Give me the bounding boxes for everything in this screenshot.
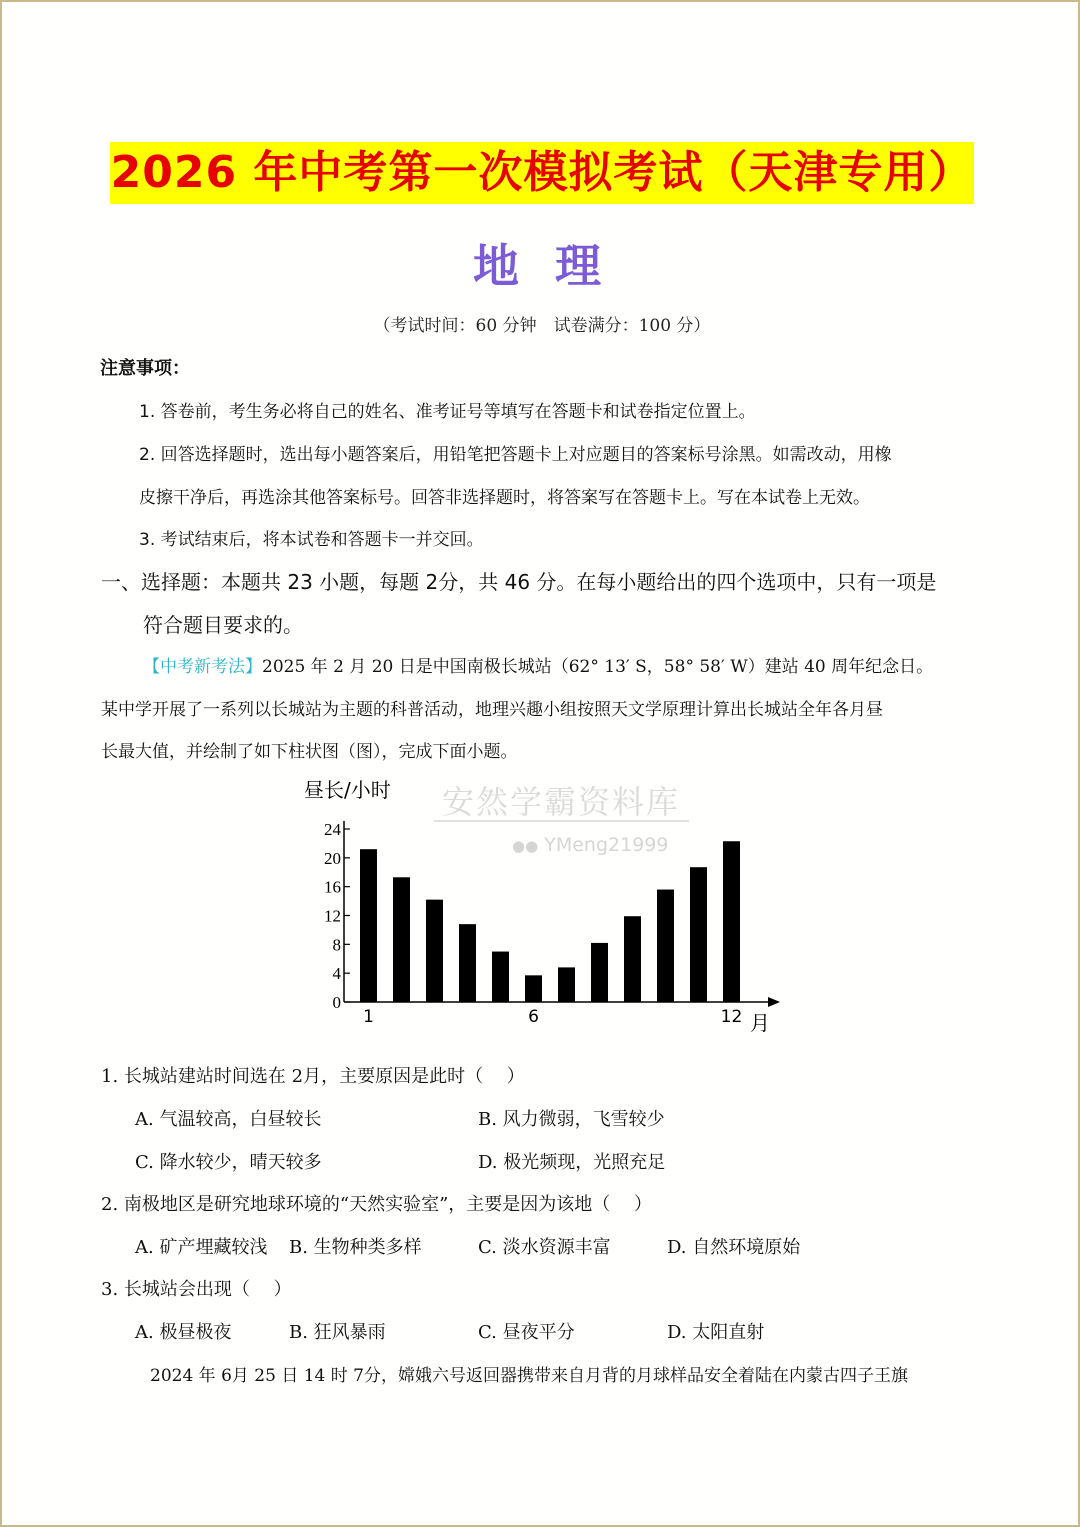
bar-month-10 (657, 890, 674, 1002)
question-3-stem: 3. 长城站会出现（ ） (101, 1279, 292, 1300)
notice-item-2: 2. 回答选择题时，选出每小题答案后，用铅笔把答题卡上对应题目的答案标号涂黑。如需改动，用橡 (139, 445, 892, 465)
bar-month-7 (558, 967, 575, 1002)
x-axis-label: 月 (750, 1011, 770, 1035)
bar-month-2 (393, 877, 410, 1002)
y-tick-label: 0 (332, 993, 341, 1012)
new-method-tag: 【中考新考法】 (143, 657, 262, 677)
bar-month-4 (459, 924, 476, 1002)
q3-option-c: C. 昼夜平分 (478, 1322, 575, 1343)
bar-month-9 (624, 916, 641, 1002)
q1-option-a: A. 气温较高，白昼较长 (135, 1109, 322, 1130)
notice-item-3: 3. 考试结束后，将本试卷和答题卡一并交回。 (139, 530, 484, 550)
x-axis-arrow (768, 997, 780, 1007)
y-tick-label: 16 (324, 877, 341, 897)
wechat-icon: ●● (512, 837, 539, 855)
passage-text-1: 2025 年 2 月 20 日是中国南极长城站（62° 13′ S，58° 58′ W）建站 40 周年纪念日。 (262, 657, 934, 677)
watermark-text: 安然学霸资料库 (442, 783, 681, 821)
notice-item-2-cont: 皮擦干净后，再选涂其他答案标号。回答非选择题时，将答案写在答题卡上。写在本试卷上无效。 (139, 488, 870, 508)
q2-option-a: A. 矿产埋藏较浅 (135, 1237, 268, 1258)
q1-option-b: B. 风力微弱，飞雪较少 (478, 1109, 665, 1130)
question-2-stem: 2. 南极地区是研究地球环境的“天然实验室”，主要是因为该地（ ） (101, 1194, 653, 1215)
y-axis-label: 昼长/小时 (304, 778, 391, 802)
notice-item-1: 1. 答卷前，考生务必将自己的姓名、准考证号等填写在答题卡和试卷指定位置上。 (139, 402, 756, 422)
x-tick-label: 12 (720, 1007, 743, 1027)
watermark-sub-text: YMeng21999 (544, 834, 669, 856)
exam-title: 2026 年中考第一次模拟考试（天津专用） (110, 147, 974, 198)
bar-month-12 (723, 841, 740, 1002)
y-tick-label: 4 (332, 964, 341, 984)
q2-option-c: C. 淡水资源丰富 (478, 1237, 611, 1258)
q2-option-b: B. 生物种类多样 (289, 1237, 422, 1258)
watermark-divider (434, 820, 689, 822)
bar-month-5 (492, 952, 509, 1002)
section-heading: 一、选择题：本题共 23 小题，每题 2分，共 46 分。在每小题给出的四个选项中，只有一项是 (101, 570, 937, 594)
y-tick-label: 8 (332, 935, 341, 955)
bar-month-8 (591, 943, 608, 1002)
exam-time-info: （考试时间：60 分钟 试卷满分：100 分） (373, 316, 711, 336)
question-1-stem: 1. 长城站建站时间选在 2月，主要原因是此时（ ） (101, 1066, 525, 1087)
q3-option-a: A. 极昼极夜 (135, 1322, 232, 1343)
bar-month-6 (525, 975, 542, 1002)
passage-line-2: 某中学开展了一系列以长城站为主题的科普活动，地理兴趣小组按照天文学原理计算出长城站全年各月昼 (101, 700, 883, 720)
next-passage-line: 2024 年 6月 25 日 14 时 7分，嫦娥六号返回器携带来自月背的月球样品安全着陆在内蒙古四子王旗 (150, 1366, 908, 1386)
q3-option-d: D. 太阳直射 (667, 1322, 765, 1343)
y-tick-label: 24 (324, 820, 341, 839)
q1-option-d: D. 极光频现，光照充足 (478, 1152, 666, 1173)
q2-option-d: D. 自然环境原始 (667, 1237, 801, 1258)
x-tick-label: 1 (363, 1007, 374, 1027)
subject-title: 地 理 (472, 239, 611, 293)
watermark-sub (512, 834, 668, 856)
q1-option-c: C. 降水较少，晴天较多 (135, 1152, 322, 1173)
x-tick-label: 6 (528, 1007, 539, 1027)
section-heading-cont: 符合题目要求的。 (143, 613, 303, 637)
passage-line-3: 长最大值，并绘制了如下柱状图（图），完成下面小题。 (101, 742, 518, 762)
bar-month-3 (426, 900, 443, 1002)
y-tick-label: 20 (324, 848, 341, 868)
bar-month-1 (360, 849, 377, 1002)
passage-line-1 (143, 652, 933, 677)
notice-heading: 注意事项： (100, 358, 190, 379)
q3-option-b: B. 狂风暴雨 (289, 1322, 386, 1343)
y-tick-label: 12 (324, 906, 341, 926)
bar-month-11 (690, 867, 707, 1002)
